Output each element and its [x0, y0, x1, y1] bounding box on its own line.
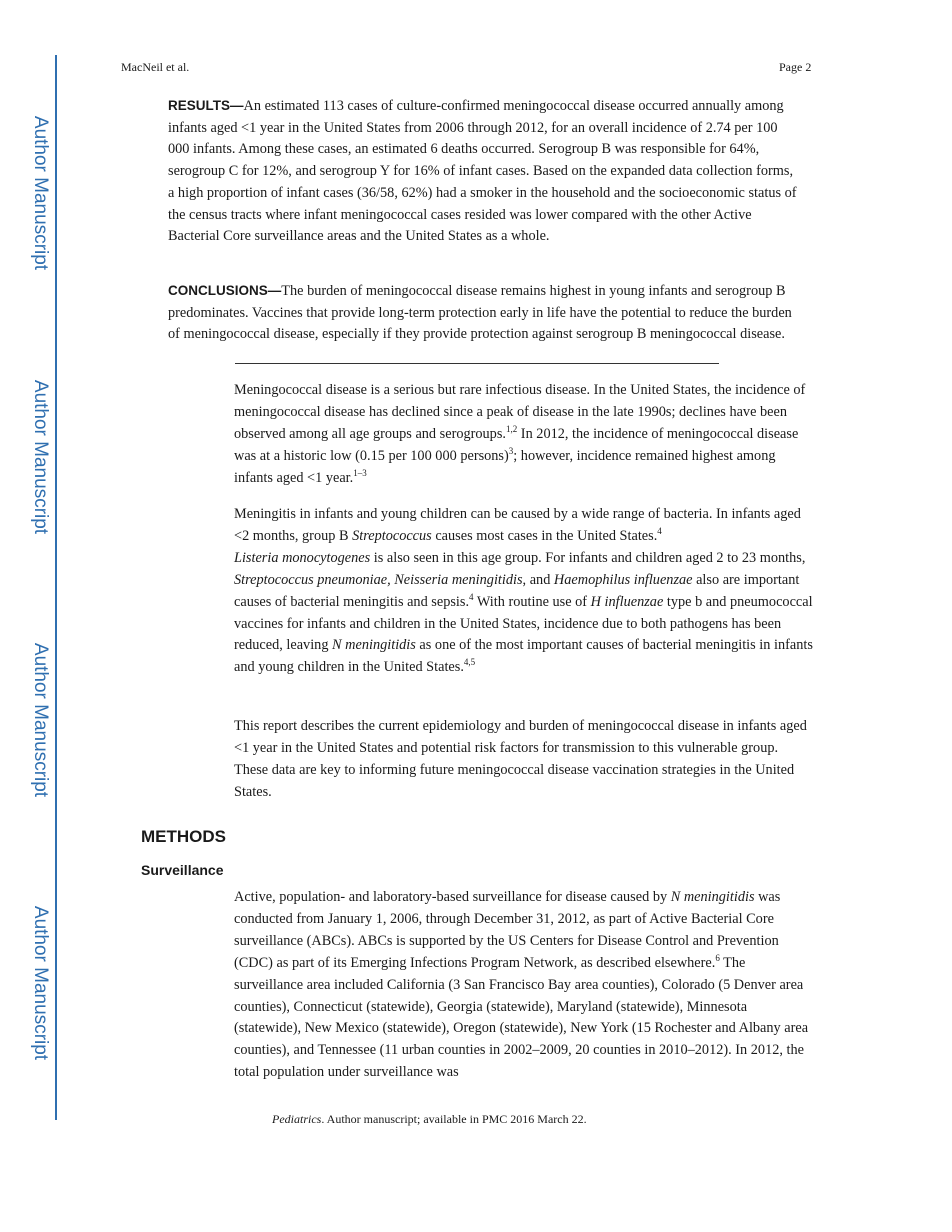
results-text: An estimated 113 cases of culture-confirmed meningococcal disease occurred annually among infants aged <1 year in the United States from 2006 through 2012, for an overall incidence of 2.74 per 100 000 infants. Among these cases, an estimated 6 deaths occurred. Serogroup B was responsible for 64%, serogroup C for 12%, and serogroup Y for 16% of infant cases. Based on the expanded data collection forms, a high proportion of infant cases (36/58, 62%) had a smoker in the household and the socioeconomic status of the census tracts where infant meningococcal cases resided was lower compared with the other Active Bacterial Core surveillance areas and the United States as a whole.	[168, 98, 797, 245]
page-number: Page 2	[779, 60, 812, 74]
sidebar-rule	[55, 55, 57, 1120]
journal-name: Pediatrics	[272, 1112, 322, 1126]
conclusions-text: The burden of meningococcal disease remains highest in young infants and serogroup B predominates. Vaccines that provide long-term protection early in life have the potential to reduce the burden of meningococcal disease, especially if they provide protection against serogroup B meningococcal disease.	[168, 283, 792, 343]
methods-paragraph-1: Active, population- and laboratory-based surveillance for disease caused by N meningitidis was conducted from January 1, 2006, through December 31, 2012, as part of Active Bacterial Core surveillance (ABCs). ABCs is supported by the US Centers for Disease Control and Prevention (CDC) as part of its Emerging Infections Program Network, as described elsewhere.$^6$ The surveillance area included California (3 San Francisco Bay area counties), Colorado (5 Denver area counties), Connecticut (statewide), Georgia (statewide), Maryland (statewide), Minnesota (statewide), New Mexico (statewide), Oregon (statewide), New York (15 Rochester and Albany area counties), and Tennessee (11 urban counties in 2002–2009, 20 counties in 2010–2012). In 2012, the total population under surveillance was	[234, 889, 809, 1081]
methods-heading: METHODS	[141, 827, 226, 846]
surveillance-subheading: Surveillance	[141, 862, 224, 878]
intro-paragraph-2: Meningitis in infants and young children can be caused by a wide range of bacteria. In infants aged <2 months, group B Streptococcus causes most cases in the United States.$^4$ Listeria monocytogenes is also seen in this age group. For infants and children aged 2 to 23 months, Streptococcus pneumoniae, Neisseria meningitidis, and Haemophilus influenzae also are important causes of bacterial meningitis and sepsis.$^4$ With routine use of H influenzae type b and pneumococcal vaccines for infants and children in the United States, incidence due to both pathogens has been reduced, leaving N meningitidis as one of the most important causes of bacterial meningitis in infants and young children in the United States.$^{4,5}$	[234, 506, 813, 676]
results-heading: RESULTS—	[168, 98, 244, 113]
abstract-divider	[235, 363, 719, 364]
abstract-results	[168, 95, 798, 248]
footer-citation: Pediatrics. Author manuscript; available in PMC 2016 March 22.	[272, 1112, 587, 1126]
intro-paragraph-1: Meningococcal disease is a serious but rare infectious disease. In the United States, the incidence of meningococcal disease has declined since a peak of disease in the late 1990s; declines have been observed among all age groups and serogroups.$^{1,2}$ In 2012, the incidence of meningococcal disease was at a historic low (0.15 per 100 000 persons)$^3$; however, incidence remained highest among infants aged <1 year.$^{1-3}$	[234, 382, 806, 486]
running-head-author: MacNeil et al.	[121, 60, 190, 74]
intro-paragraph-3: This report describes the current epidemiology and burden of meningococcal disease in infants aged <1 year in the United States and potential risk factors for transmission to this vulnerable group. These data are key to informing future meningococcal disease vaccination strategies in the United States.	[234, 718, 807, 800]
conclusions-heading: CONCLUSIONS—	[168, 283, 282, 298]
abstract-conclusions	[168, 280, 798, 346]
